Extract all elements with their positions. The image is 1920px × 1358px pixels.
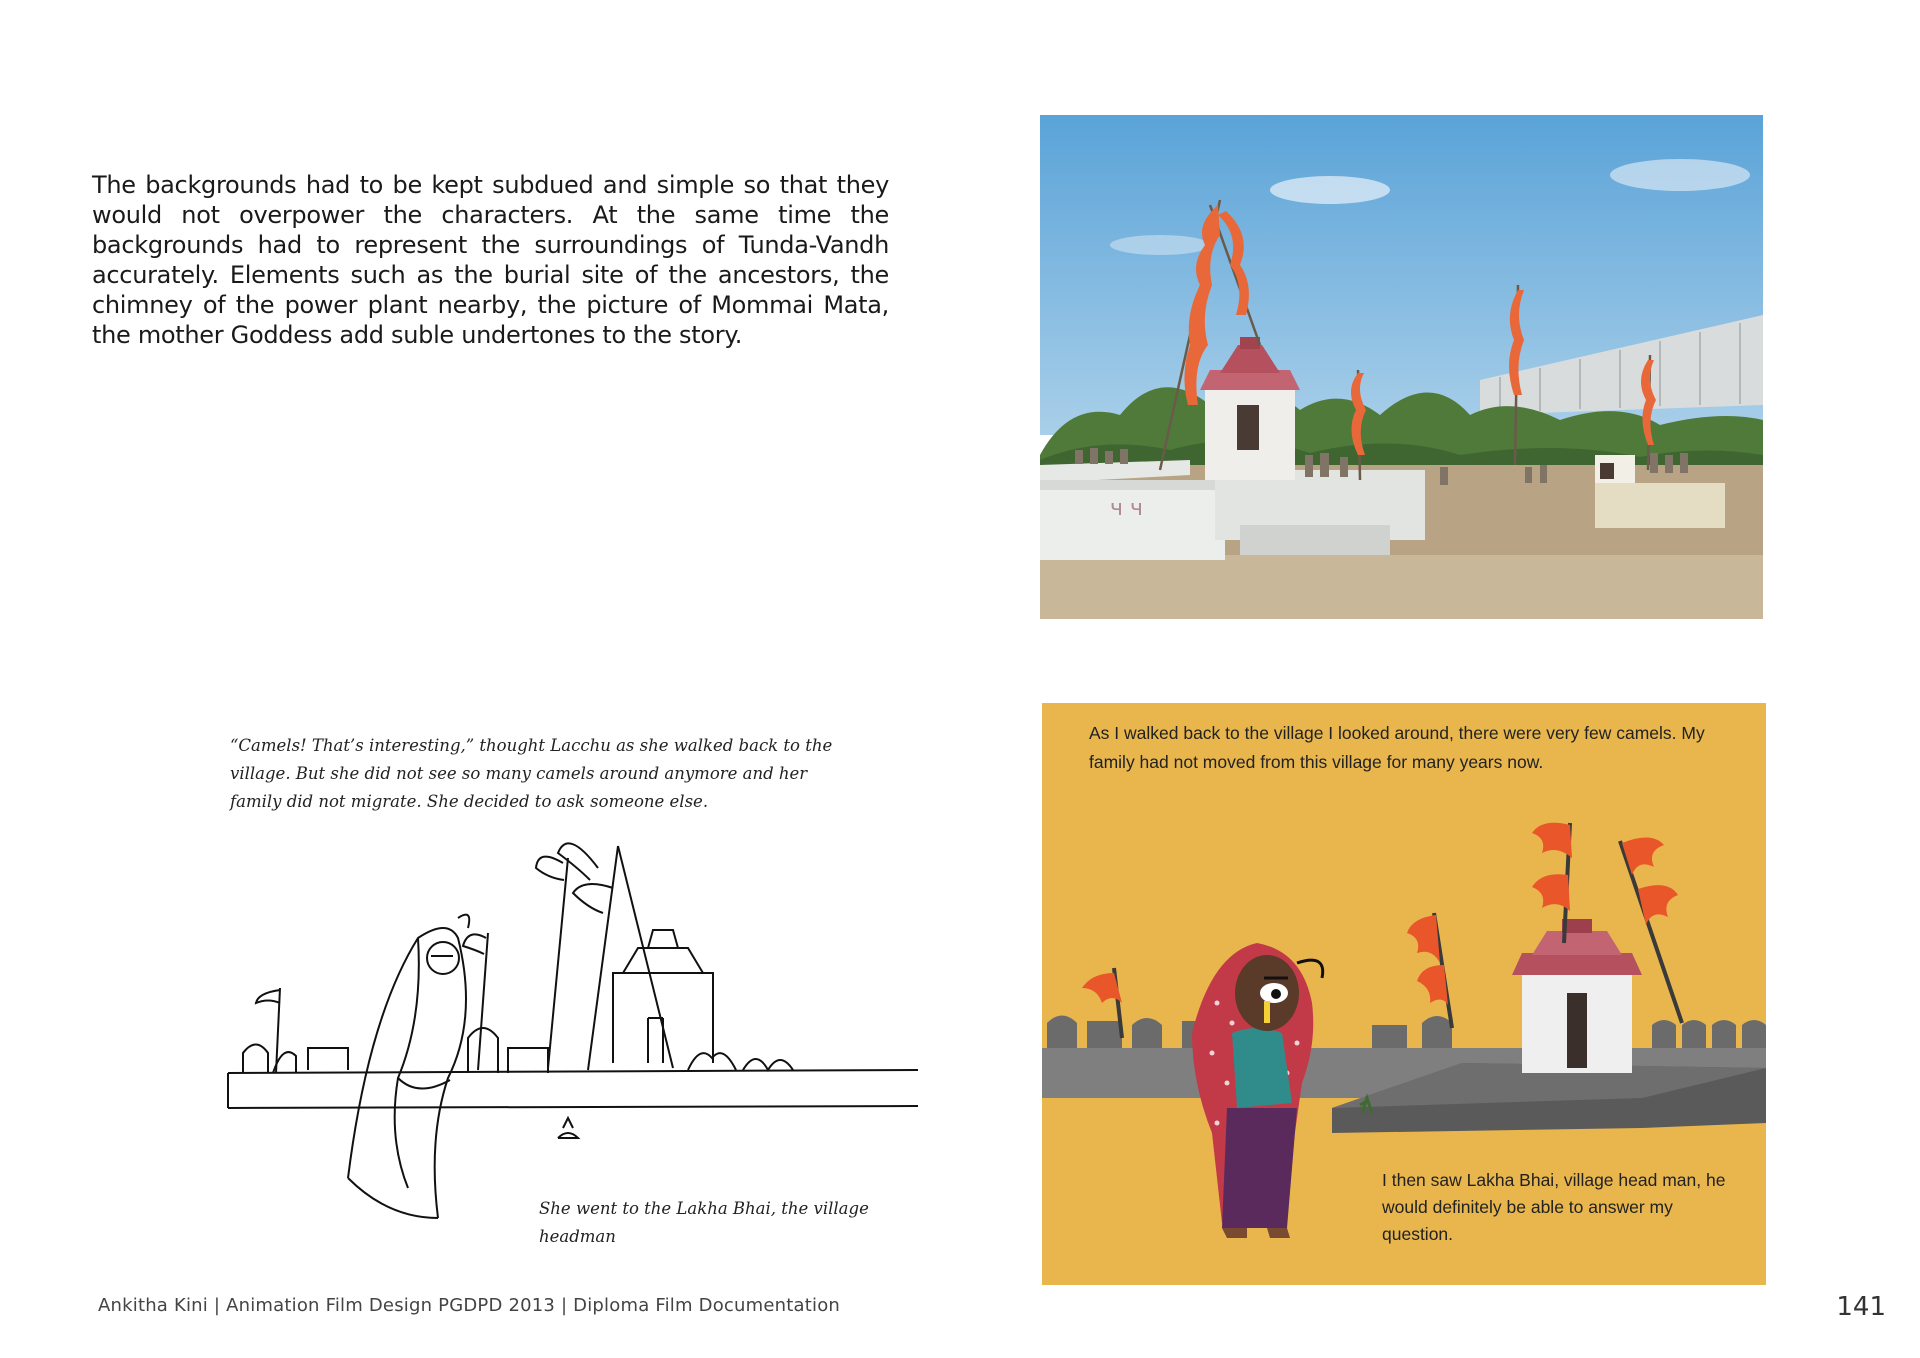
sketch-storyboard — [218, 718, 928, 1278]
final-illustration — [1042, 703, 1766, 1285]
final-caption-bottom: I then saw Lakha Bhai, village head man, he would definitely be able to answer my question. — [1382, 1170, 1726, 1244]
page-footer: Ankitha Kini | Animation Film Design PGDPD 2013 | Diploma Film Documentation — [98, 1295, 841, 1316]
page-number: 141 — [1836, 1292, 1886, 1322]
svg-text:ч ч: ч ч — [1110, 496, 1143, 521]
final-caption-top: As I walked back to the village I looked around, there were very few camels. My family had not moved from this village for many years now. — [1089, 723, 1705, 772]
sketch-caption-bottom: She went to the Lakha Bhai, the village headman — [539, 1199, 869, 1246]
reference-photo — [1040, 115, 1763, 619]
sketch-caption-top: “Camels! That’s interesting,” thought Lacchu as she walked back to the village. But she did not see so many camels around anymore and her family did not migrate. She decided to ask someone else. — [230, 736, 833, 811]
intro-paragraph: The backgrounds had to be kept subdued and simple so that they would not overpower the characters. At the same time the backgrounds had to represent the surroundings of Tunda-Vandh accurately. Elements such as the burial site of the ancestors, the chimney of the power plant nearby, the picture of Mommai Mata, the mother Goddess add suble undertones to the story. — [92, 171, 889, 349]
